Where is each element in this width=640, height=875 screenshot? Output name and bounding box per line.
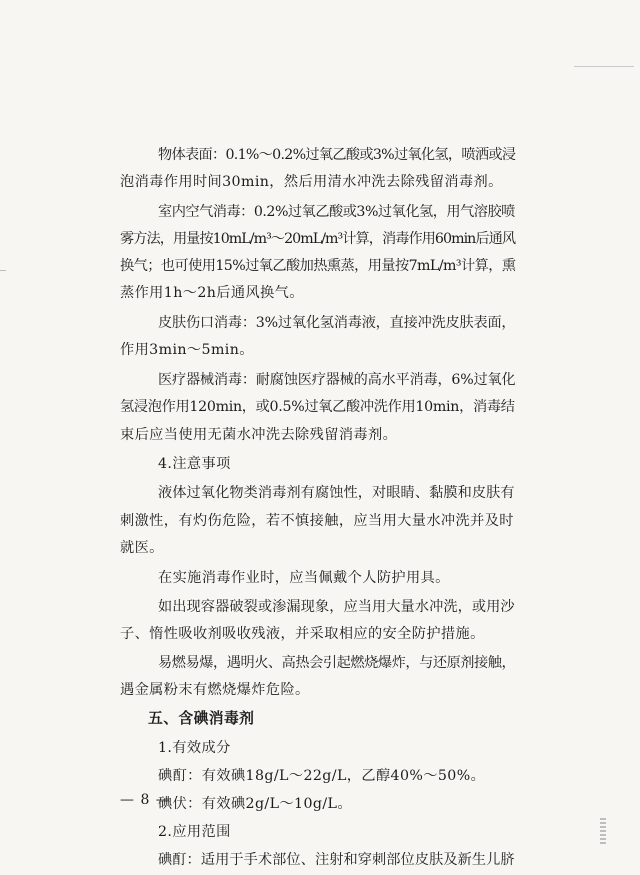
paragraph-line: 泡消毒作用时间30min，然后用清水冲洗去除残留消毒剂。 [120,174,503,190]
paragraph-line: 遇金属粉末有燃烧爆炸危险。 [120,682,310,698]
paragraph-line: 皮肤伤口消毒：3%过氧化氢消毒液，直接冲洗皮肤表面， [158,315,516,331]
section-heading: 1.有效成分 [158,740,231,756]
scan-artifact [0,270,6,271]
paragraph-line: 蒸作用1h～2h后通风换气。 [120,285,304,301]
paragraph-line: 束后应当使用无菌水冲洗去除残留消毒剂。 [120,427,398,443]
paragraph-line: 碘酊：有效碘18g/L～22g/L，乙醇40%～50%。 [158,768,486,784]
scan-edge-mark [600,818,606,846]
paragraph-line: 在实施消毒作业时，应当佩戴个人防护用具。 [158,570,450,586]
paragraph-line: 氢浸泡作用120min，或0.5%过氧乙酸冲洗作用10min，消毒结 [120,399,515,415]
chapter-heading: 五、含碘消毒剂 [148,710,255,727]
paragraph-line: 雾方法，用量按10mL/m³～20mL/m³计算，消毒作用60min后通风 [120,231,516,247]
paragraph-line: 液体过氧化物类消毒剂有腐蚀性，对眼睛、黏膜和皮肤有 [158,485,515,501]
paragraph-line: 易燃易爆，遇明火、高热会引起燃烧爆炸，与还原剂接触， [158,655,516,671]
paragraph-line: 室内空气消毒：0.2%过氧乙酸或3%过氧化氢，用气溶胶喷 [158,204,515,220]
paragraph-line: 作用3min～5min。 [120,342,254,358]
paragraph-line: 如出现容器破裂或渗漏现象，应当用大量水冲洗，或用沙 [158,599,515,615]
paragraph-line: 碘伏：有效碘2g/L～10g/L。 [158,796,352,812]
paragraph-line: 刺激性，有灼伤危险，若不慎接触，应当用大量水冲洗并及时 [120,513,514,529]
paragraph-line: 医疗器械消毒：耐腐蚀医疗器械的高水平消毒，6%过氧化 [158,372,516,388]
page-number: — 8 — [120,792,171,808]
paragraph-line: 子、惰性吸收剂吸收残液，并采取相应的安全防护措施。 [120,626,485,642]
paragraph-line: 换气；也可使用15%过氧乙酸加热熏蒸，用量按7mL/m³计算，熏 [120,258,516,274]
paragraph-line: 物体表面：0.1%～0.2%过氧乙酸或3%过氧化氢，喷洒或浸 [158,147,516,163]
section-heading: 2.应用范围 [158,824,231,840]
scan-artifact [574,66,634,67]
paragraph-line: 就医。 [120,540,164,556]
section-heading: 4.注意事项 [158,456,231,472]
paragraph-line: 碘酊：适用于手术部位、注射和穿刺部位皮肤及新生儿脐 [158,852,515,868]
